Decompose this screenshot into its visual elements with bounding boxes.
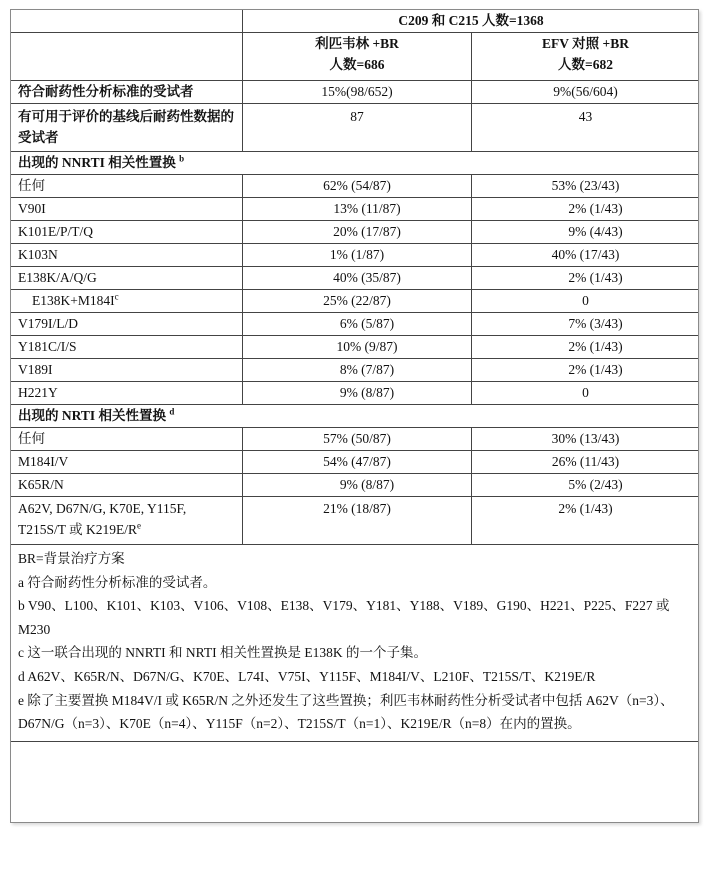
nrti-heading-sup: d <box>169 406 175 417</box>
footnotes-row <box>11 545 700 742</box>
value-rilpivirine: 62% (54/87) <box>243 175 472 198</box>
value-efv: 9%(56/604) <box>472 81 700 104</box>
nrti-heading-text: 出现的 NRTI 相关性置换 <box>18 408 167 423</box>
value-rilpivirine: 9% (8/87) <box>339 477 395 492</box>
arm-rilpivirine-n: 人数=686 <box>329 57 385 72</box>
row-label: 有可用于评价的基线后耐药性数据的受试者 <box>11 104 243 152</box>
value-rilpivirine: 21% (18/87) <box>243 497 472 545</box>
value-efv: 2% (1/43) <box>568 201 623 216</box>
resistance-table <box>10 9 699 742</box>
footnote-b: b V90、L100、K101、K103、V106、V108、E138、V179、Y181、Y188、V189、G190、H221、P225、F227 或 M230 <box>18 598 670 637</box>
row-label-line1: A62V, D67N/G, K70E, Y115F, <box>18 501 187 516</box>
value-efv: 0 <box>472 382 700 405</box>
row-label-text: E138K+M184I <box>32 293 115 308</box>
value-efv: 5% (2/43) <box>568 477 623 492</box>
row-label: M184I/V <box>11 451 243 474</box>
value-efv: 0 <box>472 290 700 313</box>
table-row <box>11 359 700 382</box>
arm-efv-n: 人数=682 <box>558 57 613 72</box>
section-heading-row <box>11 152 700 175</box>
table-row <box>11 81 700 104</box>
value-rilpivirine: 10% (9/87) <box>336 339 398 354</box>
row-label: K65R/N <box>11 474 243 497</box>
row-label-sup: e <box>137 520 142 531</box>
value-rilpivirine: 40% (35/87) <box>333 270 401 285</box>
value-efv: 2% (1/43) <box>568 339 623 354</box>
table-row <box>11 336 700 359</box>
footnote-e: e 除了主要置换 M184V/I 或 K65R/N 之外还发生了这些置换；利匹韦林耐药性分析受试者中包括 A62V（n=3）、D67N/G（n=3）、K70E（n=4）、Y115F（n=2）、T215S/T（n=1）、K219E/R（n=8）在内的置换。 <box>18 692 674 732</box>
table-row <box>11 267 700 290</box>
value-rilpivirine: 57% (50/87) <box>243 428 472 451</box>
nnrti-heading <box>11 152 700 175</box>
row-label: 符合耐药性分析标准的受试者 <box>11 81 243 104</box>
study-header: C209 和 C215 人数=1368 <box>243 10 700 33</box>
value-efv: 2% (1/43) <box>568 362 623 377</box>
table-row <box>11 428 700 451</box>
table-row <box>11 474 700 497</box>
value-rilpivirine: 25% (22/87) <box>243 290 472 313</box>
arm-efv-header <box>472 33 700 81</box>
value-efv: 43 <box>472 104 700 152</box>
footnotes <box>11 545 700 742</box>
value-efv: 2% (1/43) <box>568 270 623 285</box>
arm-rilpivirine-title: 利匹韦林 +BR <box>315 36 399 51</box>
table-row <box>11 451 700 474</box>
table-row <box>11 221 700 244</box>
value-efv: 2% (1/43) <box>472 497 700 545</box>
table-row <box>11 104 700 152</box>
row-label: 任何 <box>11 175 243 198</box>
row-label: V90I <box>11 198 243 221</box>
value-efv: 53% (23/43) <box>472 175 700 198</box>
value-rilpivirine: 15%(98/652) <box>243 81 472 104</box>
value-rilpivirine: 9% (8/87) <box>339 385 395 400</box>
value-efv: 7% (3/43) <box>568 316 623 331</box>
nrti-heading <box>11 405 700 428</box>
row-label: Y181C/I/S <box>11 336 243 359</box>
header-row-arms <box>11 33 700 81</box>
value-efv: 9% (4/43) <box>568 224 623 239</box>
table-row <box>11 382 700 405</box>
arm-rilpivirine-header <box>243 33 472 81</box>
header-row-study <box>11 10 700 33</box>
footnote-br: BR=背景治疗方案 <box>18 551 125 566</box>
row-label-line2: T215S/T 或 K219E/R <box>18 522 138 537</box>
row-label: H221Y <box>11 382 243 405</box>
table-row <box>11 198 700 221</box>
value-rilpivirine: 8% (7/87) <box>339 362 395 377</box>
arm-efv-title: EFV 对照 +BR <box>542 36 629 51</box>
row-label <box>11 497 243 545</box>
row-label: K101E/P/T/Q <box>11 221 243 244</box>
table-row <box>11 244 700 267</box>
value-rilpivirine: 13% (11/87) <box>333 201 401 216</box>
table-row <box>11 175 700 198</box>
value-efv: 26% (11/43) <box>472 451 700 474</box>
nnrti-heading-sup: b <box>179 153 185 164</box>
value-efv: 40% (17/43) <box>472 244 700 267</box>
row-label: K103N <box>11 244 243 267</box>
footnote-c: c 这一联合出现的 NNRTI 和 NRTI 相关性置换是 E138K 的一个子集。 <box>18 645 427 661</box>
nnrti-heading-text: 出现的 NNRTI 相关性置换 <box>18 155 176 170</box>
row-label: E138K/A/Q/G <box>11 267 243 290</box>
value-rilpivirine: 20% (17/87) <box>333 224 401 239</box>
table-row <box>11 313 700 336</box>
value-rilpivirine: 1% (1/87) <box>243 244 472 267</box>
document-page <box>10 9 699 823</box>
row-label: 任何 <box>11 428 243 451</box>
table-row <box>11 497 700 545</box>
row-label: V189I <box>11 359 243 382</box>
row-label <box>11 290 243 313</box>
footnote-d: d A62V、K65R/N、D67N/G、K70E、L74I、V75I、Y115F、M184I/V、L210F、T215S/T、K219E/R <box>18 668 596 684</box>
value-rilpivirine: 54% (47/87) <box>243 451 472 474</box>
value-rilpivirine: 87 <box>243 104 472 152</box>
table-row <box>11 290 700 313</box>
value-efv: 30% (13/43) <box>472 428 700 451</box>
value-rilpivirine: 6% (5/87) <box>339 316 395 331</box>
section-heading-row <box>11 405 700 428</box>
footnote-a: a 符合耐药性分析标准的受试者。 <box>18 574 217 590</box>
row-label-sup: c <box>114 291 119 302</box>
row-label: V179I/L/D <box>11 313 243 336</box>
